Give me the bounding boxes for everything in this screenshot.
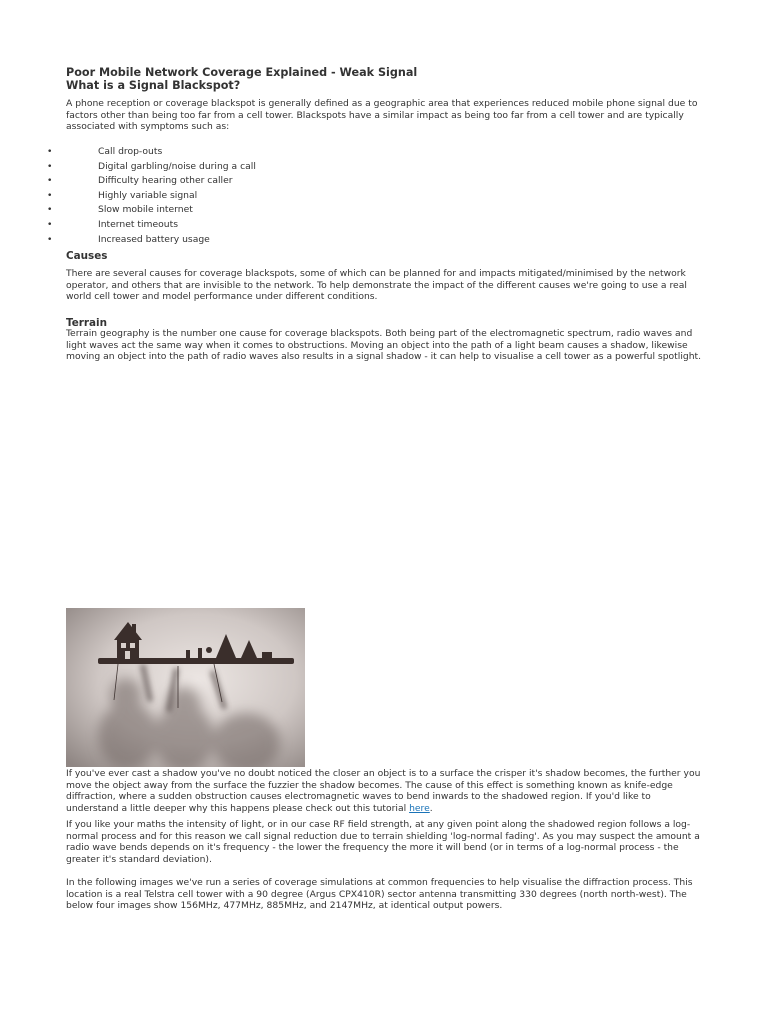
tutorial-link[interactable]: here [409,802,430,814]
bullet-icon: • [47,204,53,216]
list-item: • Internet timeouts [0,218,700,233]
bullet-icon: • [47,146,53,157]
list-item: • Call drop-outs [0,145,700,160]
maths-paragraph: If you like your maths the intensity of light, or in our case RF field strength, at any given point along the shadowed region follows a log-normal process and for this reason we call signal reduction due to terrain shielding 'log-normal fading'. As you may suspect the amount a radio wave bends depends on it's frequency - the lower the frequency the more it will bend (or in terms of a log-normal process - the greater it's standard deviation). [66,819,700,865]
shadow-puppet-image [66,608,305,767]
causes-paragraph: There are several causes for coverage blackspots, some of which can be planned for and impacts mitigated/minimised by the network operator, and others that are invisible to the network. To help demonstrate the impact of the different causes we're going to use a real world cell tower and model performance under different conditions. [66,268,687,303]
bullet-icon: • [47,218,53,230]
bullet-icon: • [47,233,53,245]
list-item: • Highly variable signal [0,189,700,204]
list-item: • Difficulty hearing other caller [0,174,700,189]
list-item: • Digital garbling/noise during a call [0,160,700,175]
article-title: Poor Mobile Network Coverage Explained - Weak Signal [66,66,418,79]
bullet-icon: • [47,175,53,187]
shadow-paragraph: If you've ever cast a shadow you've no doubt noticed the closer an object is to a surface the crisper it's shadow becomes, the further you move the object away from the surface the fuzzier the shadow becomes. The cause of this effect is something known as knife-edge diffraction, where a sudden obstruction causes electromagnetic waves to bend inwards to the shadowed region. If you'd like to understand a little deeper why this happens please check out this tutorial here. [66,768,701,814]
bullet-icon: • [47,160,53,172]
intro-paragraph: A phone reception or coverage blackspot is generally defined as a geographic area that experiences reduced mobile phone signal due to factors other than being too far from a cell tower. Blackspots have a similar impact as being too far from a cell tower and are typically associated with symptoms such as: [66,98,698,133]
terrain-paragraph: Terrain geography is the number one cause for coverage blackspots. Both being part of the electromagnetic spectrum, radio waves and light waves act the same way when it comes to obstructions. Moving an object into the path of a light beam causes a shadow, likewise moving an object into the path of radio waves also results in a signal shadow - it can help to visualise a cell tower as a powerful spotlight. [66,328,702,363]
article-subtitle: What is a Signal Blackspot? [66,79,241,92]
causes-heading: Causes [66,250,108,262]
bullet-icon: • [47,189,53,201]
symptom-list [0,145,700,247]
terrain-heading: Terrain [66,317,107,329]
simulation-paragraph: In the following images we've run a series of coverage simulations at common frequencies to help visualise the diffraction process. This location is a real Telstra cell tower with a 90 degree (Argus CPX410R) sector antenna transmitting 330 degrees (north north-west). The below four images show 156MHz, 477MHz, 885MHz, and 2147MHz, at identical output powers. [66,877,693,912]
list-item: • Increased battery usage [0,233,700,248]
list-item: • Slow mobile internet [0,203,700,218]
